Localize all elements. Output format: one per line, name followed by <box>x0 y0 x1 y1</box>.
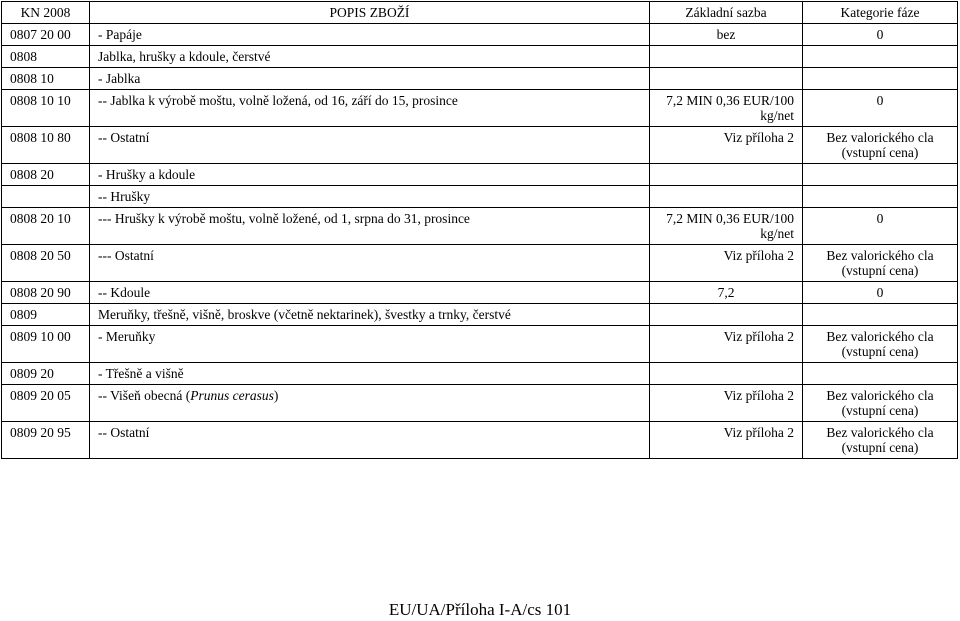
cell-category <box>803 68 958 90</box>
table-row <box>2 422 958 459</box>
tariff-table <box>1 1 958 459</box>
table-row <box>2 68 958 90</box>
cell-description: -- Ostatní <box>90 422 650 459</box>
cell-description: - Hrušky a kdoule <box>90 164 650 186</box>
cell-rate <box>650 186 803 208</box>
cell-code: 0809 20 95 <box>2 422 90 459</box>
cell-code: 0808 10 80 <box>2 127 90 164</box>
table-row <box>2 90 958 127</box>
cell-rate <box>650 363 803 385</box>
cell-category <box>803 164 958 186</box>
cell-code: 0808 <box>2 46 90 68</box>
cell-category: Bez valorického cla (vstupní cena) <box>803 245 958 282</box>
table-row <box>2 164 958 186</box>
cell-description: - Třešně a višně <box>90 363 650 385</box>
cell-code: 0808 10 10 <box>2 90 90 127</box>
cell-description: --- Hrušky k výrobě moštu, volně ložené, od 1, srpna do 31, prosince <box>90 208 650 245</box>
cell-code: 0808 20 90 <box>2 282 90 304</box>
page-footer: EU/UA/Příloha I-A/cs 101 <box>388 600 572 619</box>
header-code: KN 2008 <box>2 2 90 24</box>
cell-code <box>2 186 90 208</box>
table-row <box>2 24 958 46</box>
cell-description <box>90 385 650 422</box>
cell-description: -- Jablka k výrobě moštu, volně ložená, od 16, září do 15, prosince <box>90 90 650 127</box>
description-text: -- Višeň obecná ( <box>98 388 191 403</box>
cell-rate: Viz příloha 2 <box>650 127 803 164</box>
cell-rate: 7,2 MIN 0,36 EUR/100 kg/net <box>650 208 803 245</box>
cell-description: Jablka, hrušky a kdoule, čerstvé <box>90 46 650 68</box>
cell-rate <box>650 46 803 68</box>
cell-category: Bez valorického cla (vstupní cena) <box>803 326 958 363</box>
cell-code: 0809 20 <box>2 363 90 385</box>
cell-category: 0 <box>803 24 958 46</box>
cell-description: - Jablka <box>90 68 650 90</box>
cell-description: -- Ostatní <box>90 127 650 164</box>
header-description: POPIS ZBOŽÍ <box>90 2 650 24</box>
cell-category <box>803 46 958 68</box>
cell-category: Bez valorického cla (vstupní cena) <box>803 422 958 459</box>
cell-category: 0 <box>803 90 958 127</box>
cell-category: Bez valorického cla (vstupní cena) <box>803 385 958 422</box>
cell-code: 0807 20 00 <box>2 24 90 46</box>
table-row <box>2 385 958 422</box>
cell-category: Bez valorického cla (vstupní cena) <box>803 127 958 164</box>
table-row <box>2 304 958 326</box>
cell-code: 0808 20 10 <box>2 208 90 245</box>
cell-description: -- Kdoule <box>90 282 650 304</box>
cell-code: 0809 <box>2 304 90 326</box>
table-row <box>2 46 958 68</box>
table-row <box>2 127 958 164</box>
header-stage-category: Kategorie fáze <box>803 2 958 24</box>
cell-code: 0808 20 50 <box>2 245 90 282</box>
cell-category <box>803 363 958 385</box>
cell-rate: Viz příloha 2 <box>650 422 803 459</box>
cell-category <box>803 304 958 326</box>
header-base-rate: Základní sazba <box>650 2 803 24</box>
cell-code: 0808 20 <box>2 164 90 186</box>
table-row <box>2 326 958 363</box>
cell-description: Meruňky, třešně, višně, broskve (včetně nektarinek), švestky a trnky, čerstvé <box>90 304 650 326</box>
table-row <box>2 282 958 304</box>
cell-description: - Papáje <box>90 24 650 46</box>
cell-code: 0809 10 00 <box>2 326 90 363</box>
cell-code: 0809 20 05 <box>2 385 90 422</box>
cell-description: --- Ostatní <box>90 245 650 282</box>
cell-rate: 7,2 <box>650 282 803 304</box>
cell-code: 0808 10 <box>2 68 90 90</box>
latin-name: Prunus cerasus <box>190 388 274 403</box>
cell-rate: 7,2 MIN 0,36 EUR/100 kg/net <box>650 90 803 127</box>
cell-rate: Viz příloha 2 <box>650 326 803 363</box>
cell-rate: bez <box>650 24 803 46</box>
cell-category: 0 <box>803 282 958 304</box>
cell-rate <box>650 164 803 186</box>
cell-rate: Viz příloha 2 <box>650 385 803 422</box>
table-row <box>2 363 958 385</box>
table-header-row <box>2 2 958 24</box>
cell-category <box>803 186 958 208</box>
cell-description: - Meruňky <box>90 326 650 363</box>
cell-category: 0 <box>803 208 958 245</box>
cell-description: -- Hrušky <box>90 186 650 208</box>
cell-rate: Viz příloha 2 <box>650 245 803 282</box>
cell-rate <box>650 304 803 326</box>
table-row <box>2 186 958 208</box>
cell-rate <box>650 68 803 90</box>
description-text: ) <box>273 388 279 403</box>
table-row <box>2 208 958 245</box>
table-row <box>2 245 958 282</box>
